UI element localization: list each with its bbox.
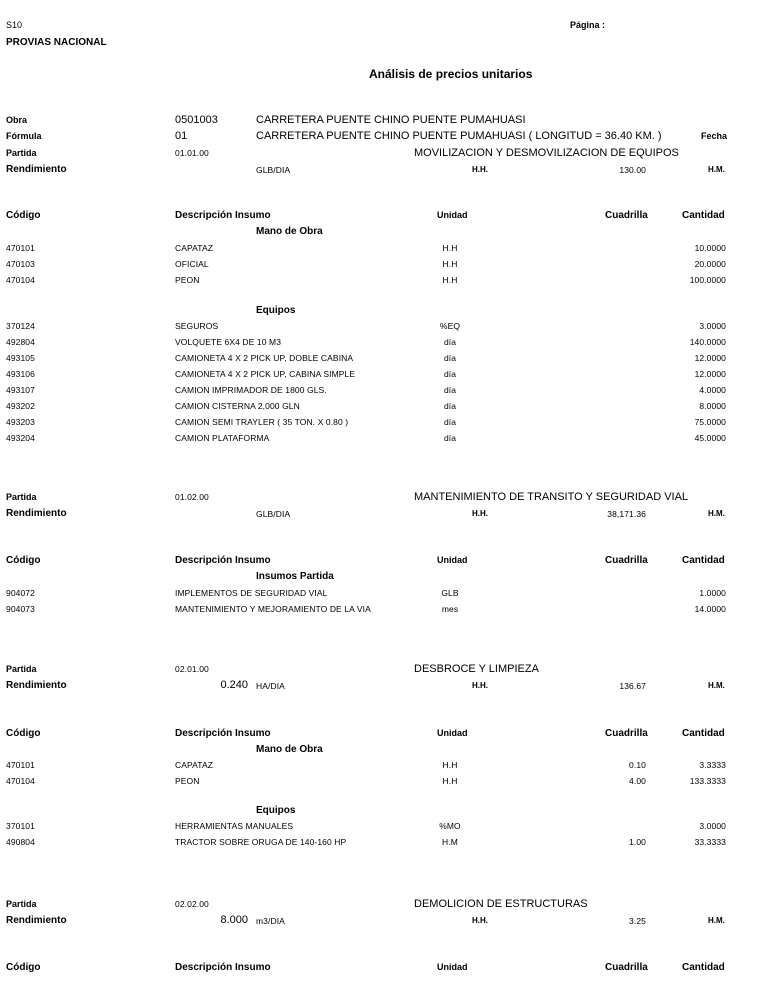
group-title: Mano de Obra bbox=[256, 744, 323, 755]
item-code: 492804 bbox=[6, 337, 35, 347]
hm-label: H.M. bbox=[708, 681, 725, 690]
partida-name: DEMOLICION DE ESTRUCTURAS bbox=[414, 898, 588, 910]
item-cantidad: 10.0000 bbox=[694, 243, 726, 253]
item-unit: H.H bbox=[442, 760, 458, 770]
formula-name: CARRETERA PUENTE CHINO PUENTE PUMAHUASI ( LONGITUD = 36.40 KM. ) bbox=[256, 130, 662, 142]
hh-label: H.H. bbox=[472, 681, 488, 690]
item-unit: mes bbox=[441, 604, 459, 614]
item-description: IMPLEMENTOS DE SEGURIDAD VIAL bbox=[175, 588, 328, 598]
item-cantidad: 12.0000 bbox=[694, 353, 726, 363]
item-cantidad: 133.3333 bbox=[689, 776, 726, 786]
column-header-codigo: Código bbox=[6, 555, 41, 566]
item-code: 470104 bbox=[6, 275, 35, 285]
formula-label: Fórmula bbox=[6, 131, 42, 141]
group-title: Insumos Partida bbox=[256, 571, 334, 582]
partida-label: Partida bbox=[6, 664, 37, 674]
item-code: 470104 bbox=[6, 776, 35, 786]
item-cantidad: 100.0000 bbox=[689, 275, 726, 285]
item-cantidad: 8.0000 bbox=[699, 401, 726, 411]
hh-value: 38,171.36 bbox=[607, 509, 646, 519]
item-cantidad: 12.0000 bbox=[694, 369, 726, 379]
hh-value: 3.25 bbox=[629, 916, 646, 926]
column-header-codigo: Código bbox=[6, 210, 41, 221]
column-header-cantidad: Cantidad bbox=[682, 210, 725, 221]
hm-label: H.M. bbox=[708, 916, 725, 925]
item-code: 904072 bbox=[6, 588, 35, 598]
item-unit: GLB bbox=[441, 588, 459, 598]
item-description: CAMIONETA 4 X 2 PICK UP, DOBLE CABINA bbox=[175, 353, 354, 363]
item-unit: día bbox=[443, 337, 457, 347]
item-description: CAMIONETA 4 X 2 PICK UP, CABINA SIMPLE bbox=[175, 369, 356, 379]
column-header-cuadrilla: Cuadrilla bbox=[605, 962, 648, 973]
partida-label: Partida bbox=[6, 492, 37, 502]
item-unit: día bbox=[443, 385, 457, 395]
item-description: CAMION IMPRIMADOR DE 1800 GLS. bbox=[175, 385, 327, 395]
hm-label: H.M. bbox=[708, 165, 725, 174]
item-description: OFICIAL bbox=[175, 259, 209, 269]
item-code: 493203 bbox=[6, 417, 35, 427]
item-unit: H.H bbox=[442, 776, 458, 786]
item-unit: día bbox=[443, 417, 457, 427]
partida-name: MANTENIMIENTO DE TRANSITO Y SEGURIDAD VIAL bbox=[414, 491, 689, 503]
hh-value: 130.00 bbox=[619, 165, 646, 175]
item-description: MANTENIMIENTO Y MEJORAMIENTO DE LA VIA bbox=[175, 604, 371, 614]
item-code: 370101 bbox=[6, 821, 35, 831]
item-cantidad: 75.0000 bbox=[694, 417, 726, 427]
column-header-descripcion: Descripción Insumo bbox=[175, 962, 271, 973]
item-code: 470101 bbox=[6, 760, 35, 770]
item-cantidad: 45.0000 bbox=[694, 433, 726, 443]
rendimiento-unit: GLB/DIA bbox=[256, 165, 291, 175]
item-cantidad: 1.0000 bbox=[699, 588, 726, 598]
item-description: CAPATAZ bbox=[175, 760, 214, 770]
rendimiento-label: Rendimiento bbox=[6, 164, 67, 175]
rendimiento-value: 0.240 bbox=[220, 679, 248, 691]
item-code: 470103 bbox=[6, 259, 35, 269]
obra-name: CARRETERA PUENTE CHINO PUENTE PUMAHUASI bbox=[256, 114, 526, 126]
item-cuadrilla: 4.00 bbox=[629, 776, 646, 786]
fecha-label: Fecha bbox=[701, 131, 728, 141]
rendimiento-unit: m3/DIA bbox=[256, 916, 285, 926]
partida-code: 01.02.00 bbox=[175, 492, 209, 502]
organization-name: PROVIAS NACIONAL bbox=[6, 37, 107, 48]
group-title: Equipos bbox=[256, 805, 296, 816]
column-header-cantidad: Cantidad bbox=[682, 555, 725, 566]
column-header-unidad: Unidad bbox=[437, 555, 468, 565]
column-header-descripcion: Descripción Insumo bbox=[175, 728, 271, 739]
item-code: 493202 bbox=[6, 401, 35, 411]
column-header-cantidad: Cantidad bbox=[682, 728, 725, 739]
item-code: 490804 bbox=[6, 837, 35, 847]
item-cantidad: 14.0000 bbox=[694, 604, 726, 614]
item-unit: %MO bbox=[439, 821, 461, 831]
obra-label: Obra bbox=[6, 115, 28, 125]
item-cantidad: 4.0000 bbox=[699, 385, 726, 395]
column-header-descripcion: Descripción Insumo bbox=[175, 210, 271, 221]
hm-label: H.M. bbox=[708, 509, 725, 518]
item-cuadrilla: 0.10 bbox=[629, 760, 646, 770]
rendimiento-label: Rendimiento bbox=[6, 680, 67, 691]
column-header-unidad: Unidad bbox=[437, 962, 468, 972]
hh-label: H.H. bbox=[472, 916, 488, 925]
item-description: PEON bbox=[175, 275, 200, 285]
item-description: CAMION PLATAFORMA bbox=[175, 433, 270, 443]
item-cuadrilla: 1.00 bbox=[629, 837, 646, 847]
column-header-descripcion: Descripción Insumo bbox=[175, 555, 271, 566]
item-description: CAPATAZ bbox=[175, 243, 214, 253]
item-unit: día bbox=[443, 353, 457, 363]
item-cantidad: 20.0000 bbox=[694, 259, 726, 269]
item-unit: %EQ bbox=[439, 321, 461, 331]
item-unit: día bbox=[443, 401, 457, 411]
rendimiento-unit: GLB/DIA bbox=[256, 509, 291, 519]
item-unit: día bbox=[443, 369, 457, 379]
item-description: VOLQUETE 6X4 DE 10 M3 bbox=[175, 337, 282, 347]
item-unit: H.H bbox=[442, 275, 458, 285]
hh-label: H.H. bbox=[472, 509, 488, 518]
rendimiento-value: 8.000 bbox=[220, 914, 248, 926]
item-description: CAMION CISTERNA 2,000 GLN bbox=[175, 401, 300, 411]
item-description: TRACTOR SOBRE ORUGA DE 140-160 HP bbox=[175, 837, 347, 847]
item-unit: H.H bbox=[442, 243, 458, 253]
partida-label: Partida bbox=[6, 899, 37, 909]
partida-name: DESBROCE Y LIMPIEZA bbox=[414, 663, 539, 675]
group-title: Equipos bbox=[256, 305, 296, 316]
item-code: 470101 bbox=[6, 243, 35, 253]
group-title: Mano de Obra bbox=[256, 226, 323, 237]
rendimiento-label: Rendimiento bbox=[6, 508, 67, 519]
item-cantidad: 140.0000 bbox=[689, 337, 726, 347]
item-unit: H.H bbox=[442, 259, 458, 269]
item-description: PEON bbox=[175, 776, 200, 786]
item-code: 493204 bbox=[6, 433, 35, 443]
item-unit: día bbox=[443, 433, 457, 443]
partida-label: Partida bbox=[6, 148, 37, 158]
hh-label: H.H. bbox=[472, 165, 488, 174]
rendimiento-unit: HA/DIA bbox=[256, 681, 285, 691]
item-code: 493105 bbox=[6, 353, 35, 363]
partida-code: 02.02.00 bbox=[175, 899, 209, 909]
hh-value: 136.67 bbox=[619, 681, 646, 691]
column-header-codigo: Código bbox=[6, 962, 41, 973]
item-cantidad: 33.3333 bbox=[694, 837, 726, 847]
item-code: 493106 bbox=[6, 369, 35, 379]
partida-code: 02.01.00 bbox=[175, 664, 209, 674]
item-unit: H.M bbox=[442, 837, 458, 847]
item-description: SEGUROS bbox=[175, 321, 219, 331]
column-header-codigo: Código bbox=[6, 728, 41, 739]
partida-name: MOVILIZACION Y DESMOVILIZACION DE EQUIPOS bbox=[414, 147, 679, 159]
item-cantidad: 3.0000 bbox=[699, 821, 726, 831]
column-header-unidad: Unidad bbox=[437, 210, 468, 220]
item-cantidad: 3.0000 bbox=[699, 321, 726, 331]
obra-code: 0501003 bbox=[175, 114, 218, 126]
column-header-cantidad: Cantidad bbox=[682, 962, 725, 973]
partida-code: 01.01.00 bbox=[175, 148, 209, 158]
item-cantidad: 3.3333 bbox=[699, 760, 726, 770]
column-header-cuadrilla: Cuadrilla bbox=[605, 555, 648, 566]
item-code: 493107 bbox=[6, 385, 35, 395]
item-description: HERRAMIENTAS MANUALES bbox=[175, 821, 294, 831]
item-code: 370124 bbox=[6, 321, 35, 331]
page-title: Análisis de precios unitarios bbox=[369, 67, 533, 81]
column-header-unidad: Unidad bbox=[437, 728, 468, 738]
page-label: Página : bbox=[570, 20, 606, 30]
rendimiento-label: Rendimiento bbox=[6, 915, 67, 926]
system-name: S10 bbox=[6, 20, 23, 30]
column-header-cuadrilla: Cuadrilla bbox=[605, 210, 648, 221]
item-code: 904073 bbox=[6, 604, 35, 614]
formula-code: 01 bbox=[175, 130, 188, 142]
item-description: CAMION SEMI TRAYLER ( 35 TON. X 0.80 ) bbox=[175, 417, 349, 427]
column-header-cuadrilla: Cuadrilla bbox=[605, 728, 648, 739]
